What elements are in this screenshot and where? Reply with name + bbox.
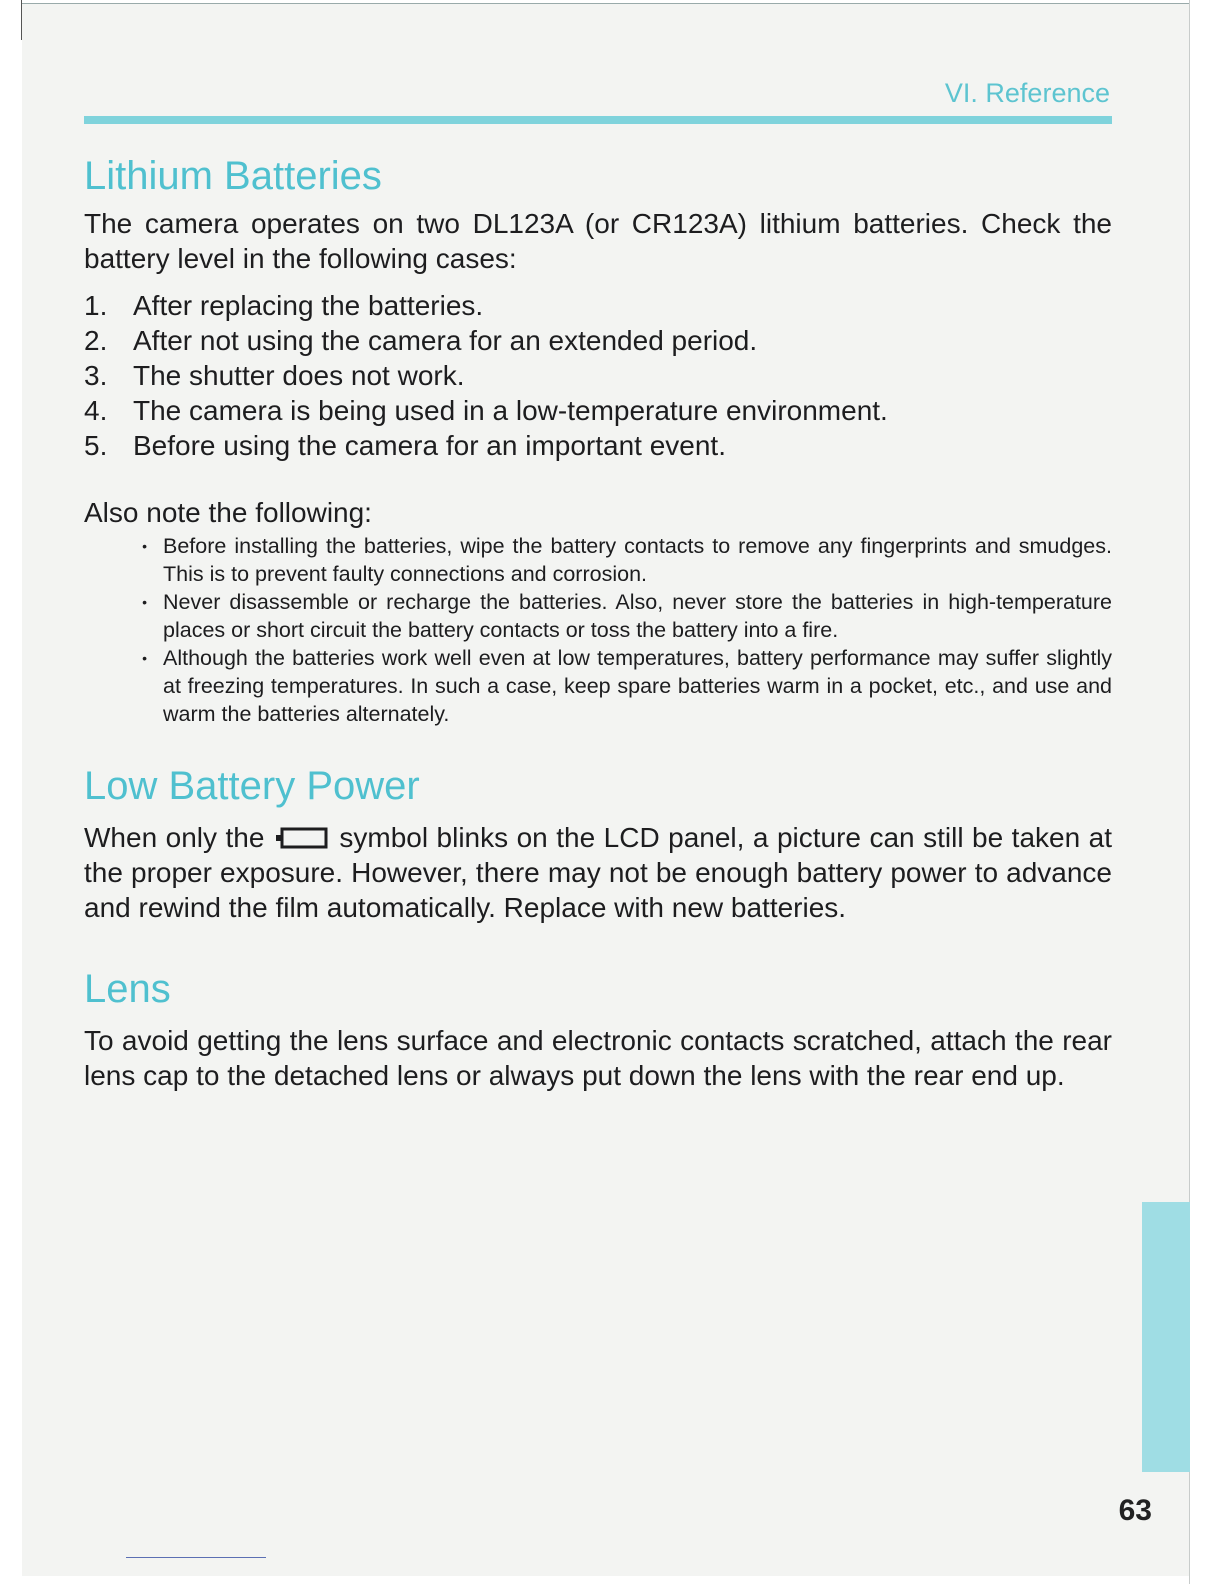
- list-item: [84, 393, 1112, 428]
- scan-mark-bottom: [126, 1557, 266, 1558]
- list-item: [84, 288, 1112, 323]
- list-item-text: Before using the camera for an important event.: [133, 430, 726, 461]
- scan-edge-top: [22, 3, 1190, 4]
- battery-icon: [275, 826, 329, 850]
- list-item-number: 1.: [84, 290, 108, 321]
- lens-text: To avoid getting the lens surface and electronic contacts scratched, attach the rear lens cap to the detached lens or always put down the lens with the rear end up.: [84, 1025, 1112, 1091]
- list-item-text: After not using the camera for an extended period.: [133, 325, 758, 356]
- list-item-text: The shutter does not work.: [133, 360, 465, 391]
- page-content: [84, 150, 1112, 1093]
- notes-list: [84, 532, 1112, 728]
- scan-edge-left: [21, 0, 22, 40]
- heading-lithium-batteries: Lithium Batteries: [84, 154, 382, 198]
- list-item-number: 5.: [84, 430, 108, 461]
- low-battery-text: [84, 820, 1112, 925]
- note-text: Although the batteries work well even at low temperatures, battery performance may suffer slightly at freezing temperatures. In such a case, keep spare batteries warm in a pocket, etc., and use and warm the batteries alternately.: [163, 646, 1112, 726]
- bullet-icon: •: [142, 594, 147, 610]
- header-rule: [84, 116, 1112, 124]
- note-text: Never disassemble or recharge the batteries. Also, never store the batteries in high-temperature places or short circuit the battery contacts or toss the battery into a fire.: [163, 590, 1112, 642]
- list-item: [84, 323, 1112, 358]
- page-number: 63: [1118, 1494, 1152, 1527]
- note-item: [84, 588, 1112, 644]
- list-item-text: After replacing the batteries.: [133, 290, 484, 321]
- lithium-intro: The camera operates on two DL123A (or CR123A) lithium batteries. Check the battery level in the following cases:: [84, 208, 1112, 274]
- notes-lead: Also note the following:: [84, 497, 372, 528]
- note-item: [84, 532, 1112, 588]
- list-item: [84, 428, 1112, 463]
- low-battery-text-end: symbol blinks on the LCD panel, a picture can still be taken at the proper exposure. However, there may not be enough battery power to advance and rewind the film automatically. Replace with new batteries.: [84, 822, 1112, 923]
- list-item-text: The camera is being used in a low-temperature environment.: [133, 395, 888, 426]
- list-item-number: 3.: [84, 360, 108, 391]
- check-cases-list: [84, 288, 1112, 463]
- heading-low-battery-power: Low Battery Power: [84, 764, 420, 808]
- list-item-number: 4.: [84, 395, 108, 426]
- section-side-tab: [1142, 1202, 1190, 1472]
- list-item: [84, 358, 1112, 393]
- section-label: VI. Reference: [944, 78, 1110, 108]
- bullet-icon: •: [142, 650, 147, 666]
- low-battery-text-start: When only the: [84, 822, 265, 853]
- note-item: [84, 644, 1112, 728]
- bullet-icon: •: [142, 538, 147, 554]
- heading-lens: Lens: [84, 967, 171, 1011]
- note-text: Before installing the batteries, wipe the battery contacts to remove any fingerprints and smudges. This is to prevent faulty connections and corrosion.: [163, 534, 1112, 586]
- list-item-number: 2.: [84, 325, 108, 356]
